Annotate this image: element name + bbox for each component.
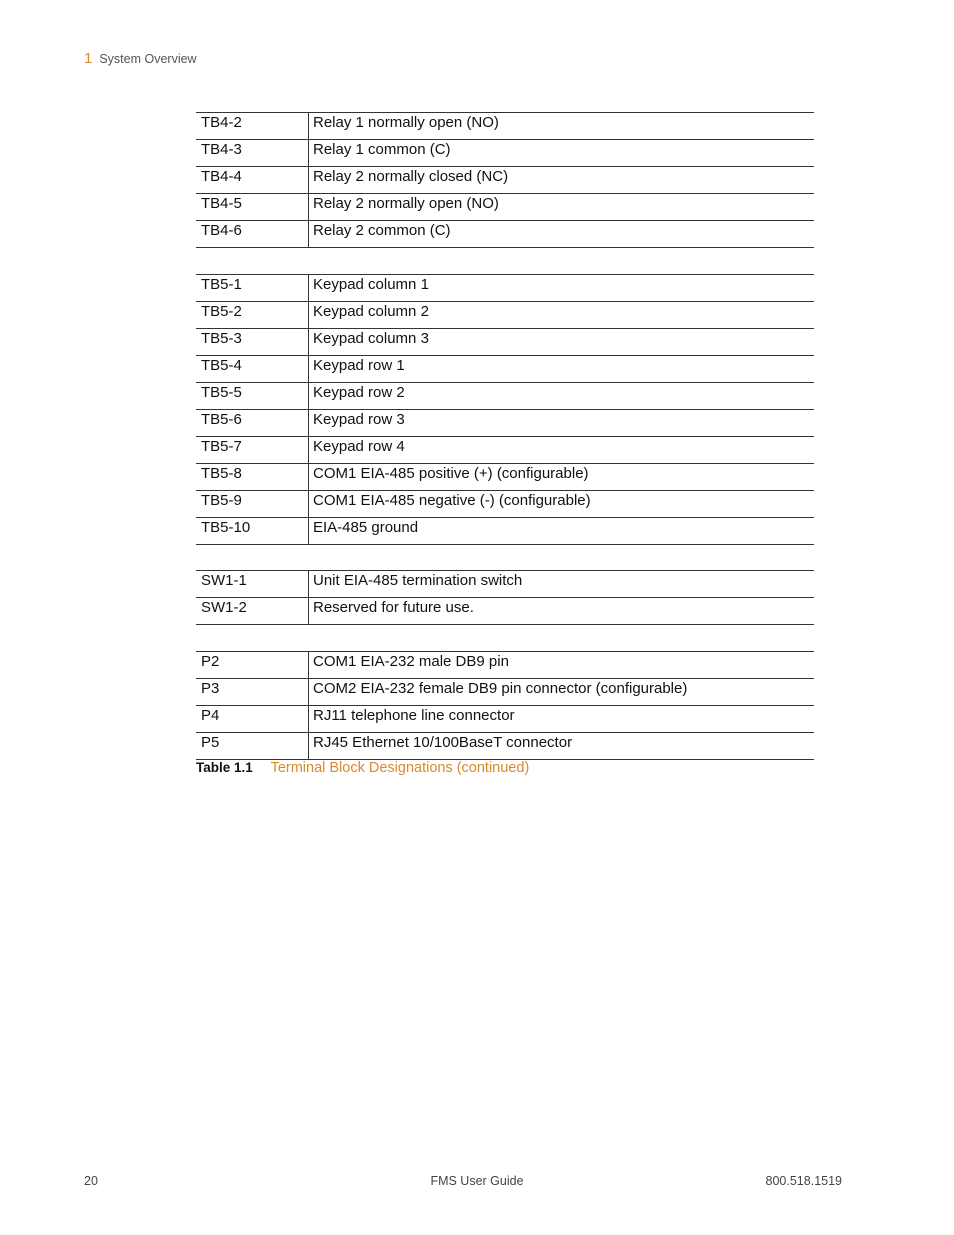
designation-cell: Keypad column 1 (309, 275, 815, 302)
table-row (196, 733, 814, 760)
table-row (196, 140, 814, 167)
page-header (84, 50, 197, 67)
table-row (196, 329, 814, 356)
terminal-id-cell: SW1-1 (196, 571, 309, 598)
terminal-id-cell: P4 (196, 706, 309, 733)
terminal-id-cell: TB5-6 (196, 410, 309, 437)
caption-title: Terminal Block Designations (continued) (270, 760, 530, 776)
table-row (196, 518, 814, 545)
footer-phone: 800.518.1519 (765, 1174, 842, 1188)
table-row (196, 221, 814, 248)
table-row (196, 410, 814, 437)
designation-cell: Relay 1 normally open (NO) (309, 113, 815, 140)
designation-cell: Keypad row 2 (309, 383, 815, 410)
terminal-table-ports (196, 651, 814, 760)
terminal-id-cell: TB5-3 (196, 329, 309, 356)
terminal-id-cell: TB5-4 (196, 356, 309, 383)
table-row (196, 706, 814, 733)
designation-cell: COM2 EIA-232 female DB9 pin connector (configurable) (309, 679, 815, 706)
table-row (196, 464, 814, 491)
designation-cell: Keypad row 4 (309, 437, 815, 464)
chapter-title: System Overview (99, 52, 197, 66)
designation-cell: COM1 EIA-485 negative (-) (configurable) (309, 491, 815, 518)
table-row (196, 679, 814, 706)
terminal-id-cell: TB5-5 (196, 383, 309, 410)
terminal-id-cell: TB5-10 (196, 518, 309, 545)
table-row (196, 194, 814, 221)
designation-cell: Keypad row 3 (309, 410, 815, 437)
table-row (196, 383, 814, 410)
designation-cell: Reserved for future use. (309, 598, 815, 625)
terminal-id-cell: TB5-9 (196, 491, 309, 518)
terminal-table-sw1 (196, 570, 814, 625)
table-row (196, 491, 814, 518)
designation-cell: Keypad row 1 (309, 356, 815, 383)
designation-cell: Relay 2 normally closed (NC) (309, 167, 815, 194)
terminal-id-cell: TB5-8 (196, 464, 309, 491)
terminal-id-cell: TB4-3 (196, 140, 309, 167)
terminal-table-tb5 (196, 274, 814, 545)
table-row (196, 437, 814, 464)
terminal-table-tb4 (196, 112, 814, 248)
terminal-id-cell: TB4-5 (196, 194, 309, 221)
table-row (196, 167, 814, 194)
footer-page-number: 20 (84, 1174, 98, 1188)
table-row (196, 652, 814, 679)
terminal-id-cell: TB5-7 (196, 437, 309, 464)
table-row (196, 571, 814, 598)
designation-cell: Keypad column 2 (309, 302, 815, 329)
designation-cell: RJ11 telephone line connector (309, 706, 815, 733)
designation-cell: RJ45 Ethernet 10/100BaseT connector (309, 733, 815, 760)
designation-cell: Relay 2 common (C) (309, 221, 815, 248)
terminal-id-cell: P5 (196, 733, 309, 760)
table-row (196, 302, 814, 329)
table-row (196, 113, 814, 140)
terminal-id-cell: TB4-6 (196, 221, 309, 248)
table-row (196, 356, 814, 383)
terminal-id-cell: TB4-4 (196, 167, 309, 194)
designation-cell: EIA-485 ground (309, 518, 815, 545)
designation-cell: COM1 EIA-485 positive (+) (configurable) (309, 464, 815, 491)
table-row (196, 275, 814, 302)
table-caption (196, 760, 529, 776)
terminal-id-cell: P2 (196, 652, 309, 679)
caption-label: Table 1.1 (196, 760, 253, 775)
designation-cell: Relay 2 normally open (NO) (309, 194, 815, 221)
designation-cell: COM1 EIA-232 male DB9 pin (309, 652, 815, 679)
designation-cell: Relay 1 common (C) (309, 140, 815, 167)
terminal-id-cell: TB4-2 (196, 113, 309, 140)
designation-cell: Unit EIA-485 termination switch (309, 571, 815, 598)
footer-doc-title: FMS User Guide (430, 1174, 524, 1188)
terminal-id-cell: SW1-2 (196, 598, 309, 625)
designation-cell: Keypad column 3 (309, 329, 815, 356)
terminal-id-cell: TB5-2 (196, 302, 309, 329)
terminal-id-cell: TB5-1 (196, 275, 309, 302)
terminal-id-cell: P3 (196, 679, 309, 706)
table-row (196, 598, 814, 625)
chapter-number: 1 (84, 50, 93, 67)
